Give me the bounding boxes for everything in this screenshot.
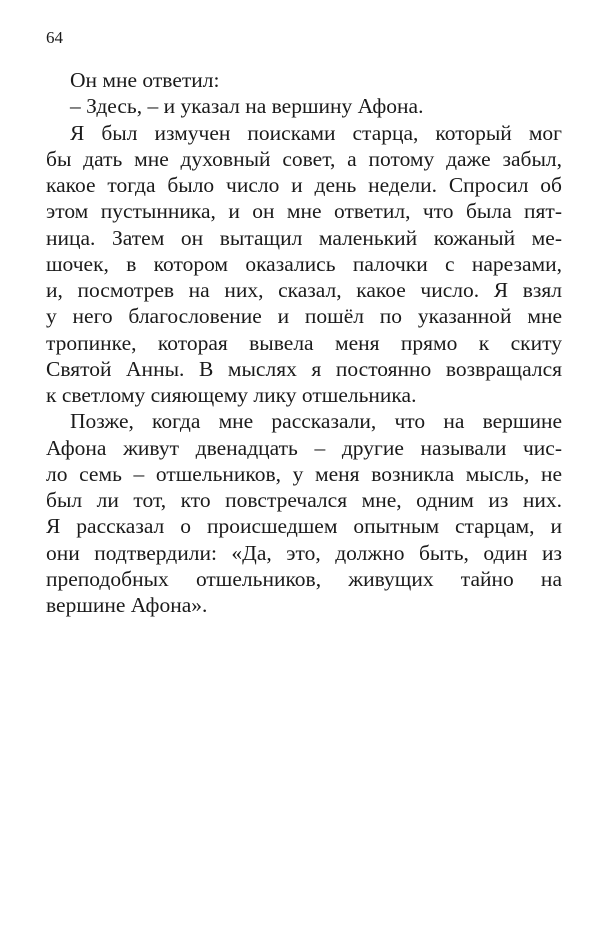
text-line: вершине Афона». (46, 593, 208, 617)
text-line: какое тогда было число и день недели. Спросил об (46, 173, 562, 197)
text-line: Святой Анны. В мыслях я постоянно возвращался (46, 356, 562, 381)
text-line: и, посмотрев на них, сказал, какое число. Я взял (46, 278, 562, 302)
text-line: Он мне ответил: (70, 68, 220, 92)
text-line: Позже, когда мне рассказали, что на вершине (70, 409, 562, 434)
text-line: – Здесь, – и указал на вершину Афона. (70, 94, 424, 119)
text-line: Я был измучен поисками старца, который мог (70, 120, 562, 145)
text-line: преподобных отшельников, живущих тайно на (46, 566, 562, 591)
text-line: тропинке, которая вывела меня прямо к скиту (46, 330, 562, 355)
text-line: был ли тот, кто повстречался мне, одним из них. (46, 488, 562, 512)
body-text (46, 67, 562, 618)
text-line: Я рассказал о происшедшем опытным старцам, и (46, 514, 562, 539)
text-line: ница. Затем он вытащил маленький кожаный ме- (46, 225, 562, 250)
text-line: бы дать мне духовный совет, а потому даже забыл, (46, 146, 562, 171)
text-line: Афона живут двенадцать – другие называли чис- (46, 435, 562, 460)
text-line: они подтвердили: «Да, это, должно быть, один из (46, 540, 562, 565)
page-number: 64 (46, 28, 63, 47)
text-line: шочек, в котором оказались палочки с нарезами, (46, 251, 562, 276)
text-line: ло семь – отшельников, у меня возникла мысль, не (46, 461, 562, 486)
text-line: к светлому сияющему лику отшельника. (46, 383, 417, 407)
text-line: у него благословение и пошёл по указанной мне (46, 304, 562, 329)
text-line: этом пустынника, и он мне ответил, что была пят- (46, 199, 562, 224)
